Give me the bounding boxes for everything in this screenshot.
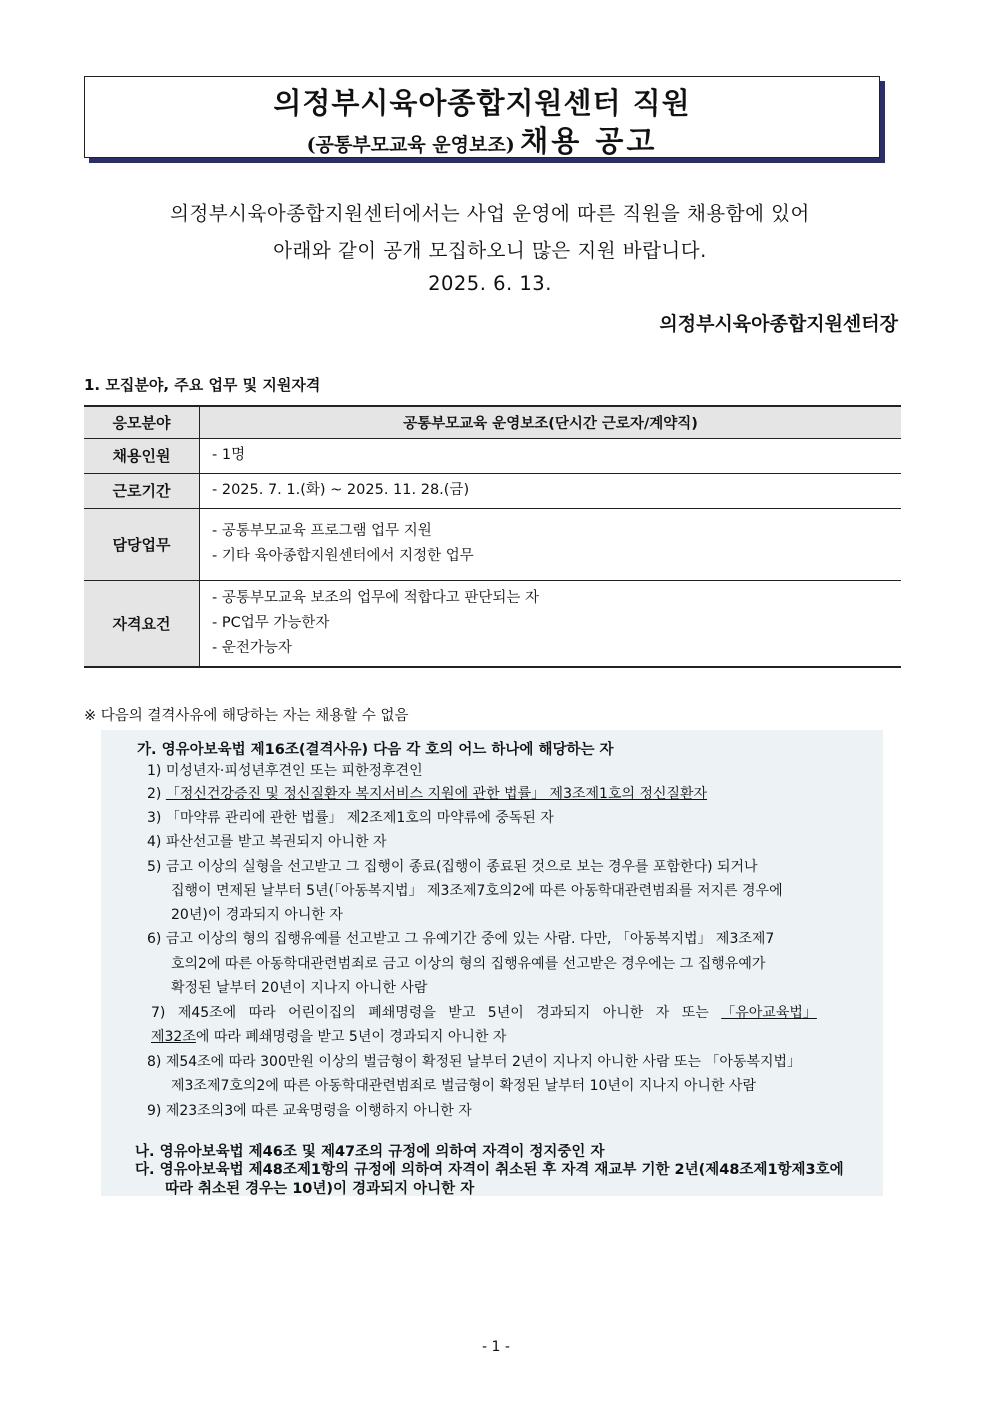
row-value: - 운전가능자	[212, 639, 292, 656]
signer: 의정부시육아종합지원센터장	[659, 313, 898, 335]
item-6-line1: 6) 금고 이상의 형의 집행유예를 선고받고 그 유예기간 중에 있는 사람. 다만, 「아동복지법」 제3조제7	[147, 931, 775, 947]
item-7-line2	[151, 1026, 506, 1046]
row-label: 담당업무	[84, 508, 200, 580]
table-header-row	[84, 406, 901, 438]
table-row	[84, 580, 901, 667]
row-value: - 공통부모교육 보조의 업무에 적합다고 판단되는 자	[212, 589, 540, 606]
title-line2	[85, 119, 879, 160]
item-7-rest: 에 따라 폐쇄명령을 받고 5년이 경과되지 아니한 자	[195, 1029, 507, 1045]
row-value: - 기타 육아종합지원센터에서 지정한 업무	[212, 548, 474, 564]
item-8-line1: 8) 제54조에 따라 300만원 이상의 벌금형이 확정된 날부터 2년이 지나지 아니한 사람 또는 「아동복지법」	[147, 1054, 802, 1070]
row-value: - 2025. 7. 1.(화) ~ 2025. 11. 28.(금)	[212, 482, 470, 498]
disqualification-box	[101, 730, 883, 1196]
item-7-line1	[151, 1002, 817, 1022]
row-label: 자격요건	[84, 580, 200, 667]
table-row	[84, 473, 901, 508]
item-2-number: 2)	[147, 786, 166, 802]
item-3: 3) 「마약류 관리에 관한 법률」 제2조제1호의 마약류에 중독된 자	[147, 810, 554, 826]
item-5-line2: 집행이 면제된 날부터 5년(「아동복지법」 제3조제7호의2에 따른 아동학대관련범죄를 저지른 경우에	[171, 883, 783, 899]
announcement-date: 2025. 6. 13.	[428, 272, 552, 295]
table-row	[84, 508, 901, 580]
item-6-line3: 확정된 날부터 20년이 지나지 아니한 사람	[171, 980, 428, 996]
item-1: 1) 미성년자·피성년후견인 또는 피한정후견인	[147, 763, 423, 779]
disqualification-notice: ※ 다음의 결격사유에 해당하는 자는 채용할 수 없음	[84, 708, 409, 724]
title-line1: 의정부시육아종합지원센터 직원	[273, 86, 691, 120]
row-label: 근로기간	[84, 473, 200, 508]
item-5-line1: 5) 금고 이상의 실형을 선고받고 그 집행이 종료(집행이 종료된 것으로 보는 경우를 포함한다) 되거나	[147, 859, 758, 875]
row-value: - 1명	[212, 447, 246, 463]
title-recruit: 채용 공고	[520, 124, 658, 158]
title-box	[84, 76, 880, 158]
item-9: 9) 제23조의3에 따른 교육명령을 이행하지 아니한 자	[147, 1103, 472, 1119]
table-row	[84, 438, 901, 473]
section-title: 1. 모집분야, 주요 업무 및 지원자격	[84, 376, 321, 394]
header-value: 공통부모교육 운영보조(단시간 근로자/계약직)	[200, 406, 902, 438]
item-5-line3: 20년)이 경과되지 아니한 자	[171, 907, 343, 923]
item-7-article: 제32조	[151, 1029, 196, 1045]
clause-na: 나. 영유아보육법 제46조 및 제47조의 규정에 의하여 자격이 정지중인 자	[135, 1144, 605, 1160]
item-2-text: 「정신건강증진 및 정신질환자 복지서비스 지원에 관한 법률」 제3조제1호의 정신질환자	[165, 786, 708, 802]
intro-line2: 아래와 같이 공개 모집하오니 많은 지원 바랍니다.	[273, 239, 707, 262]
row-label: 채용인원	[84, 438, 200, 473]
item-7-text: 7) 제45조에 따라 어린이집의 폐쇄명령을 받고 5년이 경과되지 아니한 자 또는	[151, 1005, 709, 1021]
header-label: 응모분야	[84, 406, 200, 438]
item-2	[147, 783, 707, 803]
row-value: - PC업무 가능한자	[212, 614, 330, 631]
clause-ga: 가. 영유아보육법 제16조(결격사유) 다음 각 호의 어느 하나에 해당하는 자	[137, 742, 614, 758]
row-value: - 공통부모교육 프로그램 업무 지원	[212, 523, 432, 539]
clause-da-line2: 따라 취소된 경우는 10년)이 경과되지 아니한 자	[165, 1181, 475, 1197]
item-4: 4) 파산선고를 받고 복권되지 아니한 자	[147, 834, 387, 850]
item-6-line2: 호의2에 따른 아동학대관련범죄로 금고 이상의 형의 집행유예를 선고받은 경우에는 그 집행유예가	[171, 956, 766, 972]
recruitment-table	[84, 405, 901, 668]
item-7-law: 「유아교육법」	[721, 1005, 817, 1021]
intro-line1: 의정부시육아종합지원센터에서는 사업 운영에 따른 직원을 채용함에 있어	[170, 202, 810, 225]
item-8-line2: 제3조제7호의2에 따른 아동학대관련범죄로 벌금형이 확정된 날부터 10년이 지나지 아니한 사람	[171, 1078, 756, 1094]
page-number: - 1 -	[482, 1339, 510, 1355]
clause-da-line1: 다. 영유아보육법 제48조제1항의 규정에 의하여 자격이 취소된 후 자격 재교부 기한 2년(제48조제1항제3호에	[135, 1162, 844, 1178]
title-subtitle: (공통부모교육 운영보조)	[306, 134, 515, 156]
